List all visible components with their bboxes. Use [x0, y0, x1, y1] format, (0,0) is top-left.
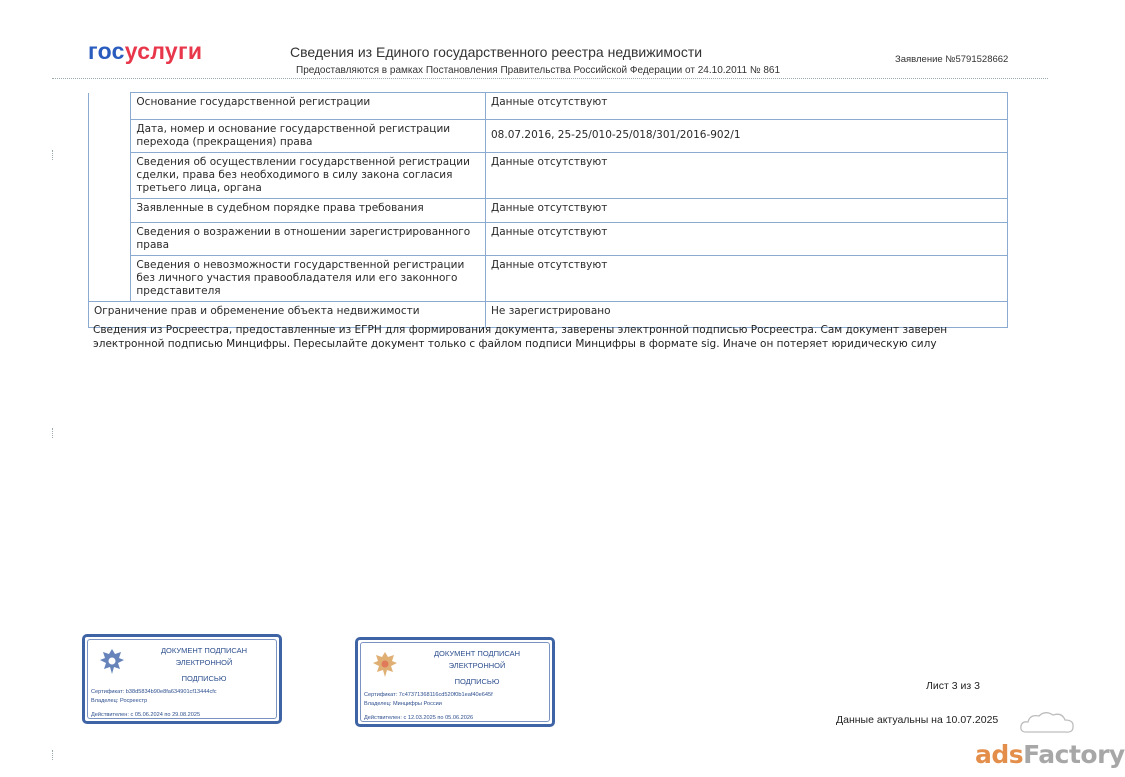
indent-cell — [89, 120, 131, 153]
cloud-icon — [1018, 708, 1078, 738]
signature-note: Сведения из Росреестра, предоставленные из ЕГРН для формирования документа, заверены электронной подписью Росреестра. Сам документ заверен электронной подписью Минцифры. Пересылайте документ только с файлом подписи Минцифры в формате sig. Иначе он потеряет юридическую силу — [93, 324, 948, 350]
stamp-certificate: Сертификат: b38d5834b90e8fa634901cf13444cfc — [91, 689, 217, 695]
indent-cell — [89, 256, 131, 302]
row-label: Основание государственной регистрации — [131, 93, 486, 120]
indent-cell — [89, 223, 131, 256]
sheet-number: Лист 3 из 3 — [926, 680, 980, 692]
signature-stamp-rosreestr — [82, 634, 282, 724]
restriction-label: Ограничение прав и обременение объекта недвижимости — [89, 302, 486, 328]
header-divider — [52, 78, 1048, 79]
row-value: Данные отсутствуют — [486, 153, 1008, 199]
application-number: Заявление №5791528662 — [895, 54, 1009, 65]
row-label: Заявленные в судебном порядке права требования — [131, 199, 486, 223]
row-value: Данные отсутствуют — [486, 199, 1008, 223]
indent-cell — [89, 93, 131, 120]
restriction-value: Не зарегистрировано — [486, 302, 1008, 328]
row-label: Дата, номер и основание государственной регистрации перехода (прекращения) права — [131, 120, 486, 153]
stamp-validity: Действителен: с 12.03.2025 по 05.06.2026 — [364, 715, 474, 721]
registry-table — [88, 92, 1008, 328]
margin-mark — [52, 150, 57, 160]
table-row — [89, 256, 1008, 302]
stamp-owner: Владелец: Минцифры России — [364, 701, 442, 707]
margin-mark — [52, 750, 57, 760]
table-row — [89, 223, 1008, 256]
table-row — [89, 93, 1008, 120]
row-value: Данные отсутствуют — [486, 256, 1008, 302]
document-title: Сведения из Единого государственного реестра недвижимости — [290, 44, 703, 60]
gosuslugi-logo: госуслуги — [88, 38, 203, 64]
row-value: Данные отсутствуют — [486, 223, 1008, 256]
document-subtitle: Предоставляются в рамках Постановления Правительства Российской Федерации от 24.10.2011 № 861 — [296, 65, 781, 76]
margin-mark — [52, 428, 57, 438]
indent-cell — [89, 153, 131, 199]
row-value: 08.07.2016, 25-25/010-25/018/301/2016-902/1 — [486, 120, 1008, 153]
signature-stamp-mincifry — [355, 637, 555, 727]
stamp-owner: Владелец: Росреестр — [91, 698, 148, 704]
table-row — [89, 199, 1008, 223]
indent-cell — [89, 199, 131, 223]
coat-of-arms-icon — [368, 648, 402, 682]
row-label: Сведения о возражении в отношении зарегистрированного права — [131, 223, 486, 256]
table-row — [89, 120, 1008, 153]
adsfactory-watermark: adsFactory — [975, 740, 1125, 769]
stamp-certificate: Сертификат: 7c47371368116cd520f0b1eaf40e645f — [364, 692, 493, 698]
row-label: Сведения о невозможности государственной регистрации без личного участия правообладателя или его законного представителя — [131, 256, 486, 302]
table-row — [89, 153, 1008, 199]
eagle-emblem-icon — [95, 645, 129, 679]
stamp-validity: Действителен: с 05.06.2024 по 29.08.2025 — [91, 712, 201, 718]
row-value: Данные отсутствуют — [486, 93, 1008, 120]
stamp-heading: ДОКУМЕНТ ПОДПИСАН ЭЛЕКТРОННОЙ ПОДПИСЬЮ — [160, 646, 248, 683]
actuality-date: Данные актуальны на 10.07.2025 — [836, 714, 999, 726]
stamp-heading: ДОКУМЕНТ ПОДПИСАН ЭЛЕКТРОННОЙ ПОДПИСЬЮ — [433, 649, 521, 686]
row-label: Сведения об осуществлении государственной регистрации сделки, права без необходимого в силу закона согласия третьего лица, органа — [131, 153, 486, 199]
